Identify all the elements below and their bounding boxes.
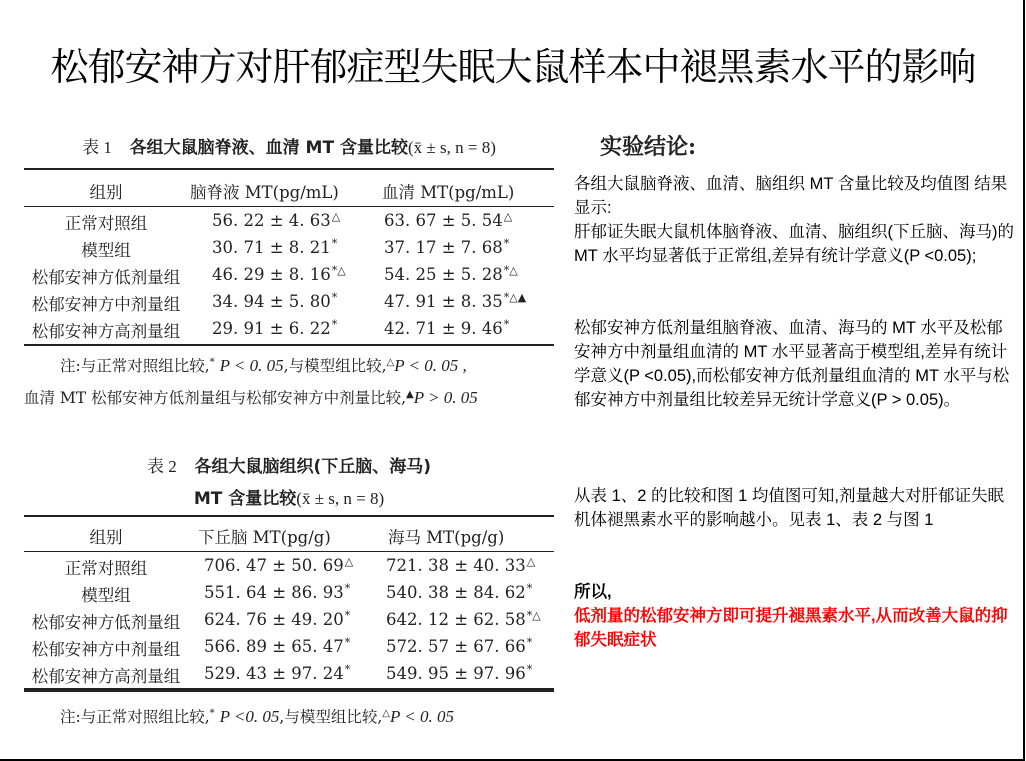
conclusion-so-label: 所以,: [574, 583, 612, 601]
table-row: [24, 582, 554, 609]
table1-bottom-rule: [24, 344, 554, 346]
table2-header-hypothalamus: 下丘脑 MT(pg/g): [198, 528, 331, 547]
hypothalamus-value: 706. 47 ± 50. 69△: [204, 555, 354, 575]
hypothalamus-value: 551. 64 ± 86. 93*: [204, 582, 351, 602]
significance-mark: *: [526, 636, 533, 649]
significance-mark: *: [526, 663, 533, 676]
conclusion-paragraph-1: [574, 172, 1014, 268]
conclusion-paragraph-3: 从表 1、2 的比较和图 1 均值图可知,剂量越大对肝郁证失眠机体褪黑素水平的影响越小。见表 1、表 2 与图 1: [574, 487, 1004, 529]
significance-mark: *△: [331, 264, 346, 277]
table1-header-serum: 血清 MT(pg/mL): [382, 183, 515, 202]
table-row: [24, 663, 554, 690]
serum-value: 42. 71 ± 9. 46*: [384, 318, 510, 338]
group-name: 松郁安神方高剂量组: [31, 667, 181, 686]
group-name: 松郁安神方低剂量组: [31, 268, 181, 287]
table-row: [24, 237, 554, 264]
significance-mark: *△: [526, 609, 541, 622]
serum-value: 54. 25 ± 5. 28*△: [384, 264, 518, 284]
table-row: [24, 318, 554, 345]
table2-title-line2: MT 含量比较: [193, 489, 297, 509]
table1-top-rule: [24, 168, 554, 170]
table1-stat: (x̄ ± s, n = 8): [408, 138, 496, 157]
hippocampus-value: 540. 38 ± 84. 62*: [386, 582, 533, 602]
significance-mark: △: [503, 210, 513, 223]
table-row: [24, 291, 554, 318]
significance-mark: *: [344, 663, 351, 676]
group-name: 松郁安神方中剂量组: [31, 295, 181, 314]
table2-header-hippocampus: 海马 MT(pg/g): [388, 528, 505, 547]
table2-number: 表 2: [146, 457, 177, 476]
table1-note-line1: 注:与正常对照组比较,* P < 0. 05,与模型组比较,△P < 0. 05 ,: [60, 356, 467, 375]
significance-mark: △: [331, 210, 341, 223]
table1-header-row: [24, 179, 554, 206]
conclusion-intro: 各组大鼠脑脊液、血清、脑组织 MT 含量比较及均值图 结果显示:: [574, 175, 1008, 217]
slide-title: 松郁安神方对肝郁症型失眠大鼠样本中褪黑素水平的影响: [50, 45, 976, 89]
significance-mark: *: [503, 318, 510, 331]
group-name: 正常对照组: [64, 214, 148, 233]
table2-header-group: 组别: [89, 528, 123, 547]
table-row: [24, 264, 554, 291]
csf-value: 56. 22 ± 4. 63△: [212, 210, 341, 230]
group-name: 松郁安神方高剂量组: [31, 322, 181, 341]
serum-value: 63. 67 ± 5. 54△: [384, 210, 513, 230]
table2-top-rule: [24, 515, 554, 517]
significance-mark: △: [526, 555, 536, 568]
significance-mark: *: [526, 582, 533, 595]
group-name: 模型组: [81, 586, 131, 605]
table2-caption-line2: [24, 484, 554, 509]
conclusion-title: 实验结论:: [600, 134, 697, 160]
group-name: 松郁安神方低剂量组: [31, 613, 181, 632]
significance-mark: *: [331, 237, 338, 250]
table2-stat: (x̄ ± s, n = 8): [296, 489, 385, 508]
table-row: [24, 636, 554, 663]
significance-mark: *: [331, 318, 338, 331]
table2-header-rule: [24, 551, 554, 552]
table2-header-row: [24, 524, 554, 551]
hippocampus-value: 549. 95 ± 97. 96*: [386, 663, 533, 683]
hypothalamus-value: 529. 43 ± 97. 24*: [204, 663, 351, 683]
csf-value: 34. 94 ± 5. 80*: [212, 291, 338, 311]
hippocampus-value: 721. 38 ± 40. 33△: [386, 555, 536, 575]
table1-caption: [24, 133, 554, 158]
group-name: 模型组: [81, 241, 131, 260]
table1-header-rule: [24, 206, 554, 207]
table-row: [24, 210, 554, 237]
csf-value: 30. 71 ± 8. 21*: [212, 237, 338, 257]
significance-mark: *△▲: [503, 291, 527, 304]
table-row: [24, 609, 554, 636]
table2-bottom-rule: [24, 688, 554, 690]
significance-mark: *: [344, 636, 351, 649]
table1-header-csf: 脑脊液 MT(pg/mL): [190, 183, 339, 202]
csf-value: 29. 91 ± 6. 22*: [212, 318, 338, 338]
conclusion-paragraph-2: 松郁安神方低剂量组脑脊液、血清、海马的 MT 水平及松郁安神方中剂量组血清的 MT 水平显著高于模型组,差异有统计学意义(P <0.05),而松郁安神方低剂量组血清的 MT 水平与松郁安神方中剂量组比较差异无统计学意义(P > 0.05)。: [574, 319, 1010, 409]
significance-mark: *: [503, 237, 510, 250]
table2-note: 注:与正常对照组比较,* P <0. 05,与模型组比较,△P < 0. 05: [60, 707, 455, 726]
hippocampus-value: 572. 57 ± 67. 66*: [386, 636, 533, 656]
table1-number: 表 1: [82, 138, 112, 157]
table1-title: 各组大鼠脑脊液、血清 MT 含量比较: [129, 138, 408, 158]
hippocampus-value: 642. 12 ± 62. 58*△: [386, 609, 541, 629]
group-name: 正常对照组: [64, 559, 148, 578]
serum-value: 47. 91 ± 8. 35*△▲: [384, 291, 527, 311]
significance-mark: △: [344, 555, 354, 568]
hypothalamus-value: 624. 76 ± 49. 20*: [204, 609, 351, 629]
table1-note-line2: 血清 MT 松郁安神方低剂量组与松郁安神方中剂量比较,▲P > 0. 05: [24, 388, 478, 407]
conclusion-finding-1: 肝郁证失眠大鼠机体脑脊液、血清、脑组织(下丘脑、海马)的 MT 水平均显著低于正常组,差异有统计学意义(P <0.05);: [574, 223, 1014, 265]
significance-mark: *: [331, 291, 338, 304]
significance-mark: *△: [503, 264, 518, 277]
significance-mark: *: [344, 582, 351, 595]
conclusion-highlight: 低剂量的松郁安神方即可提升褪黑素水平,从而改善大鼠的抑郁失眠症状: [574, 607, 1008, 649]
table-row: [24, 555, 554, 582]
table1-header-group: 组别: [89, 183, 123, 202]
hypothalamus-value: 566. 89 ± 65. 47*: [204, 636, 351, 656]
significance-mark: *: [344, 609, 351, 622]
table2-title: 各组大鼠脑组织(下丘脑、海马): [194, 457, 432, 477]
csf-value: 46. 29 ± 8. 16*△: [212, 264, 346, 284]
group-name: 松郁安神方中剂量组: [31, 640, 181, 659]
serum-value: 37. 17 ± 7. 68*: [384, 237, 510, 257]
table2-caption-line1: [24, 452, 554, 477]
